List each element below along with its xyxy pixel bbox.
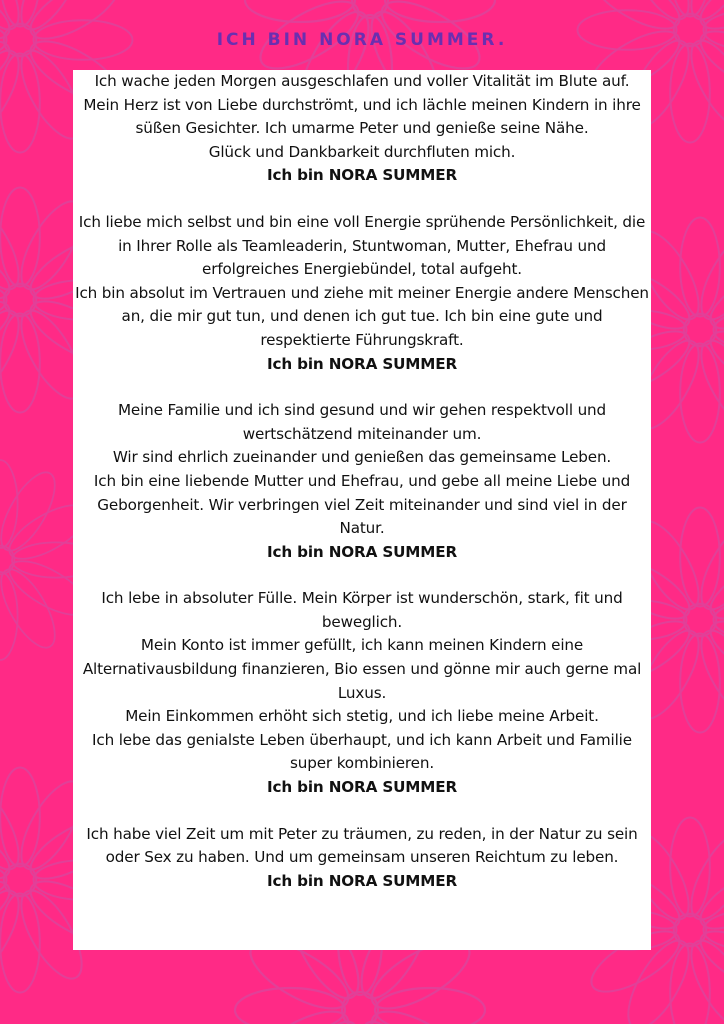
paragraph-line: Ich lebe in absoluter Fülle. Mein Körper ist wunderschön, stark, fit und beweglich. xyxy=(101,589,623,631)
paragraph-line: Ich lebe das genialste Leben überhaupt, und ich kann Arbeit und Familie super kombinieren. xyxy=(92,730,632,773)
paragraph-line: Glück und Dankbarkeit durchfluten mich. xyxy=(208,142,516,161)
paragraph-2 xyxy=(75,211,649,376)
paragraph-line: Ich bin absolut im Vertrauen und ziehe mit meiner Energie andere Menschen an, die mir gut tun, und denen ich gut tue. Ich bin eine gute und respektierte Führungskraft. xyxy=(75,283,649,349)
affirmation-card xyxy=(73,70,651,950)
paragraph-line: Mein Einkommen erhöht sich stetig, und ich liebe meine Arbeit. xyxy=(125,707,599,726)
signature-line: Ich bin NORA SUMMER xyxy=(266,542,457,561)
signature-line: Ich bin NORA SUMMER xyxy=(266,778,457,797)
paragraph-line: Ich wache jeden Morgen ausgeschlafen und voller Vitalität im Blute auf. Mein Herz ist von Liebe durchströmt, und ich lächle meinen Kindern in ihre süßen Gesichter. Ich umarme Peter und genieße seine Nähe. xyxy=(83,72,641,138)
paragraph-line: Meine Familie und ich sind gesund und wir gehen respektvoll und wertschätzend miteinander um. xyxy=(117,401,607,443)
paragraph-line: Ich bin eine liebende Mutter und Ehefrau, und gebe all meine Liebe und Geborgenheit. Wir verbringen viel Zeit miteinander und sind viel in der Natur. xyxy=(93,471,631,538)
paragraph-4 xyxy=(75,587,649,799)
paragraph-line: Mein Konto ist immer gefüllt, ich kann meinen Kindern eine Alternativausbildung finanzieren, Bio essen und gönne mir auch gerne mal Luxus. xyxy=(82,636,642,702)
paragraph-1 xyxy=(75,70,649,188)
paragraph-line: Ich habe viel Zeit um mit Peter zu träumen, zu reden, in der Natur zu sein oder Sex zu haben. Und um gemeinsam unseren Reichtum zu leben. xyxy=(86,824,638,867)
paragraph-line: Wir sind ehrlich zueinander und genießen das gemeinsame Leben. xyxy=(112,448,612,467)
signature-line: Ich bin NORA SUMMER xyxy=(266,354,457,373)
page-title: ICH BIN NORA SUMMER. xyxy=(216,30,508,50)
signature-line: Ich bin NORA SUMMER xyxy=(266,871,457,890)
paragraph-line: Ich liebe mich selbst und bin eine voll Energie sprühende Persönlichkeit, die in Ihrer Rolle als Teamleaderin, Stuntwoman, Mutter, Ehefrau und erfolgreiches Energiebündel, total aufgeht. xyxy=(78,212,646,279)
paragraph-5 xyxy=(75,823,649,894)
paragraph-3 xyxy=(75,399,649,564)
signature-line: Ich bin NORA SUMMER xyxy=(266,166,457,185)
